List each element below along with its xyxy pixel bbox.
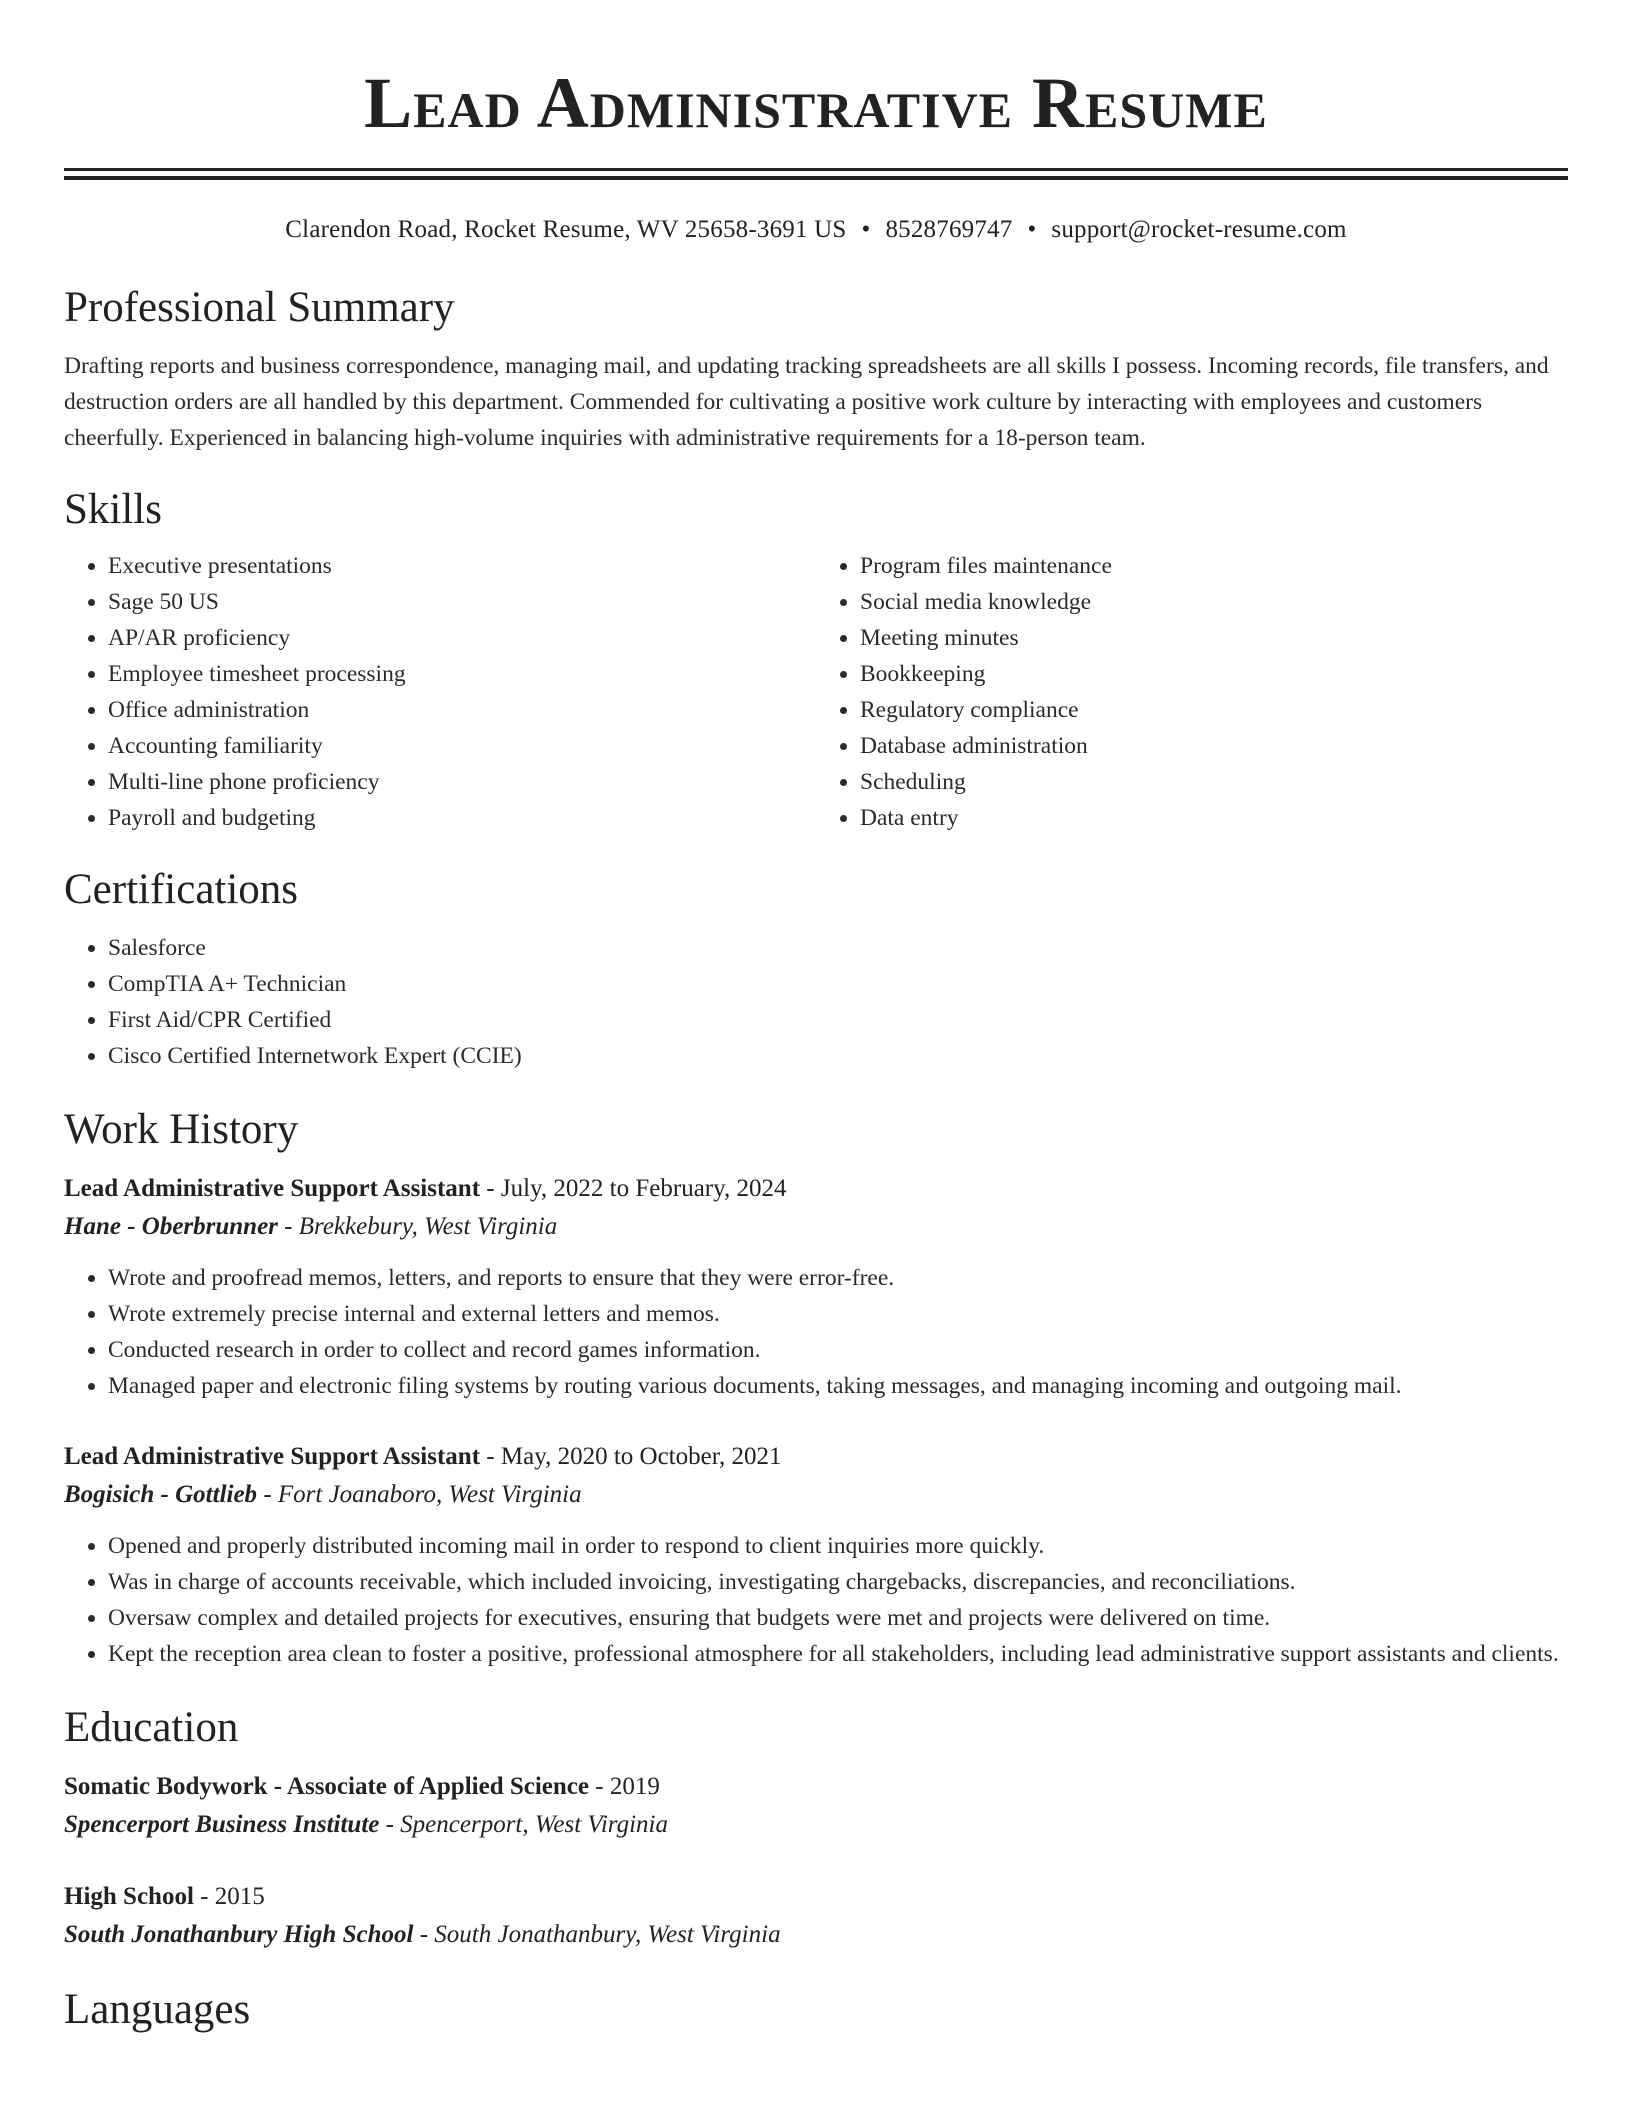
skill-item: • Office administration xyxy=(108,692,816,728)
education-entry xyxy=(64,1878,1568,1954)
school-name: Spencerport Business Institute xyxy=(64,1811,380,1838)
work-history-heading: Work History xyxy=(64,1106,299,1153)
contact-line xyxy=(64,214,1568,246)
school-location: - South Jonathanbury, West Virginia xyxy=(413,1921,781,1948)
job-entry xyxy=(64,1170,1568,1404)
degree-name: High School xyxy=(64,1883,194,1910)
skill-item: • Executive presentations xyxy=(108,548,816,584)
education-section xyxy=(64,1702,1568,1954)
certification-item: • Salesforce xyxy=(108,930,1568,966)
work-history-section xyxy=(64,1104,1568,1672)
contact-address: Clarendon Road, Rocket Resume, WV 25658-3691 US xyxy=(285,216,847,243)
job-title-line xyxy=(64,1170,1568,1208)
school-location: - Spencerport, West Virginia xyxy=(379,1811,668,1838)
certifications-heading: Certifications xyxy=(64,866,299,913)
skills-list-right xyxy=(816,548,1568,836)
skill-item: • Scheduling xyxy=(860,764,1568,800)
summary-section xyxy=(64,282,1568,456)
degree-name: Somatic Bodywork - Associate of Applied Science xyxy=(64,1773,589,1800)
job-dates: - July, 2022 to February, 2024 xyxy=(480,1175,787,1202)
summary-text: Drafting reports and business correspondence, managing mail, and updating tracking spreadsheets are all skills I possess. Incoming records, file transfers, and destruction orders are all handled by this department. Commended for cultivating a positive work culture by interacting with employees and customers cheerfully. Experienced in balancing high-volume inquiries with administrative requirements for a 18-person team. xyxy=(64,353,1549,451)
education-entry xyxy=(64,1768,1568,1844)
skill-item: • Social media knowledge xyxy=(860,584,1568,620)
job-entry xyxy=(64,1438,1568,1672)
languages-heading: Languages xyxy=(64,1986,251,2033)
languages-section xyxy=(64,1984,1568,2036)
contact-separator: • xyxy=(861,216,871,243)
employer-line xyxy=(64,1476,1568,1514)
job-bullet: • Conducted research in order to collect and record games information. xyxy=(108,1332,1568,1368)
school-name: South Jonathanbury High School xyxy=(64,1921,414,1948)
skill-item: • Sage 50 US xyxy=(108,584,816,620)
title-rule-bottom xyxy=(64,176,1568,180)
contact-phone: 8528769747 xyxy=(885,216,1013,243)
employer-line xyxy=(64,1208,1568,1246)
contact-email: support@rocket-resume.com xyxy=(1051,216,1347,243)
degree-line xyxy=(64,1768,1568,1806)
skill-item: • Payroll and budgeting xyxy=(108,800,816,836)
skills-columns xyxy=(64,548,1568,836)
skills-section xyxy=(64,484,1568,836)
degree-line xyxy=(64,1878,1568,1916)
certification-item: • Cisco Certified Internetwork Expert (CCIE) xyxy=(108,1038,1568,1074)
school-line xyxy=(64,1916,1568,1954)
skill-item: • Meeting minutes xyxy=(860,620,1568,656)
school-line xyxy=(64,1806,1568,1844)
job-bullet: • Was in charge of accounts receivable, which included invoicing, investigating chargebacks, discrepancies, and reconciliations. xyxy=(108,1564,1568,1600)
job-bullet: • Oversaw complex and detailed projects for executives, ensuring that budgets were met and projects were delivered on time. xyxy=(108,1600,1568,1636)
skill-item: • Data entry xyxy=(860,800,1568,836)
job-bullet: • Wrote extremely precise internal and external letters and memos. xyxy=(108,1296,1568,1332)
summary-heading: Professional Summary xyxy=(64,284,455,331)
employer-name: Hane - Oberbrunner xyxy=(64,1213,278,1240)
title-rule-top xyxy=(64,168,1568,171)
job-dates: - May, 2020 to October, 2021 xyxy=(480,1443,782,1470)
skill-item: • Program files maintenance xyxy=(860,548,1568,584)
job-bullet: • Wrote and proofread memos, letters, and reports to ensure that they were error-free. xyxy=(108,1260,1568,1296)
skills-heading: Skills xyxy=(64,486,162,533)
skill-item: • AP/AR proficiency xyxy=(108,620,816,656)
skill-item: • Accounting familiarity xyxy=(108,728,816,764)
certifications-section xyxy=(64,864,1568,1074)
job-title: Lead Administrative Support Assistant xyxy=(64,1443,481,1470)
certifications-list xyxy=(64,930,1568,1074)
skill-item: • Database administration xyxy=(860,728,1568,764)
skill-item: • Regulatory compliance xyxy=(860,692,1568,728)
skill-item: • Bookkeeping xyxy=(860,656,1568,692)
skill-item: • Multi-line phone proficiency xyxy=(108,764,816,800)
employer-location: - Brekkebury, West Virginia xyxy=(277,1213,558,1240)
certification-item: • CompTIA A+ Technician xyxy=(108,966,1568,1002)
job-bullet: • Opened and properly distributed incoming mail in order to respond to client inquiries more quickly. xyxy=(108,1528,1568,1564)
job-bullet: • Managed paper and electronic filing systems by routing various documents, taking messages, and managing incoming and outgoing mail. xyxy=(108,1368,1568,1404)
degree-year: - 2019 xyxy=(589,1773,660,1800)
job-bullet: • Kept the reception area clean to foster a positive, professional atmosphere for all stakeholders, including lead administrative support assistants and clients. xyxy=(108,1636,1568,1672)
contact-separator: • xyxy=(1027,216,1037,243)
skill-item: • Employee timesheet processing xyxy=(108,656,816,692)
skills-list-left xyxy=(64,548,816,836)
employer-name: Bogisich - Gottlieb xyxy=(64,1481,258,1508)
job-bullets xyxy=(64,1528,1568,1672)
job-title: Lead Administrative Support Assistant xyxy=(64,1175,481,1202)
education-heading: Education xyxy=(64,1704,239,1751)
certification-item: • First Aid/CPR Certified xyxy=(108,1002,1568,1038)
degree-year: - 2015 xyxy=(193,1883,265,1910)
job-bullets xyxy=(64,1260,1568,1404)
job-title-line xyxy=(64,1438,1568,1476)
employer-location: - Fort Joanaboro, West Virginia xyxy=(257,1481,582,1508)
resume-title: Lead Administrative Resume xyxy=(364,63,1268,143)
